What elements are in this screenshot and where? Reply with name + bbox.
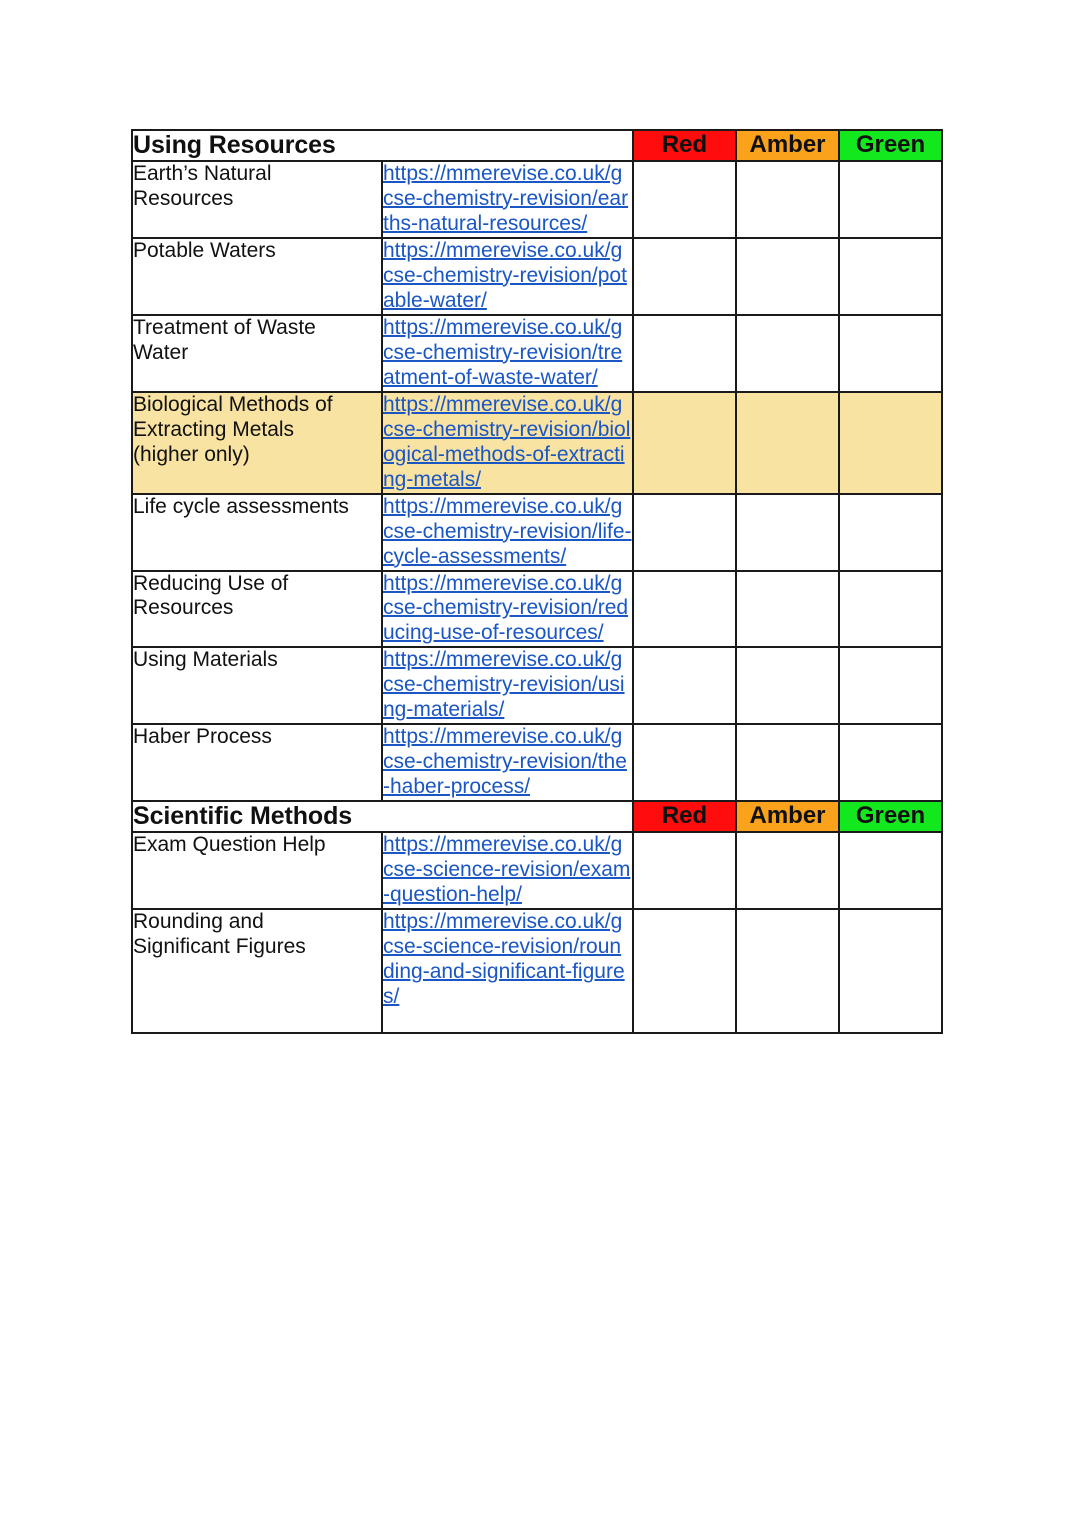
topic-line: Significant Figures bbox=[133, 935, 306, 959]
resource-link[interactable]: https://mmerevise.co.uk/gcse-chemistry-revision/biological-methods-of-extracting-metals/ bbox=[383, 392, 631, 491]
section-header-row bbox=[132, 801, 942, 832]
link-cell bbox=[382, 315, 633, 392]
topic-cell bbox=[132, 161, 382, 238]
topic-line: Biological Methods of bbox=[133, 392, 333, 416]
rag-cell-red[interactable] bbox=[633, 832, 736, 909]
rag-checklist-table bbox=[131, 129, 943, 1034]
table-row bbox=[132, 161, 942, 238]
table-row bbox=[132, 724, 942, 801]
rag-cell-red[interactable] bbox=[633, 494, 736, 571]
rag-cell-red[interactable] bbox=[633, 647, 736, 724]
rag-header-red: Red bbox=[633, 130, 736, 161]
topic-line: Extracting Metals bbox=[133, 417, 295, 441]
rag-cell-green[interactable] bbox=[839, 392, 942, 494]
resource-link[interactable]: https://mmerevise.co.uk/gcse-science-revision/rounding-and-significant-figures/ bbox=[383, 910, 625, 1009]
table-row bbox=[132, 494, 942, 571]
link-cell bbox=[382, 724, 633, 801]
topic-line: Resources bbox=[133, 186, 234, 210]
topic-line: Reducing Use of bbox=[133, 571, 289, 595]
link-cell bbox=[382, 392, 633, 494]
rag-cell-amber[interactable] bbox=[736, 315, 839, 392]
topic-line: Rounding and bbox=[133, 910, 264, 934]
rag-cell-red[interactable] bbox=[633, 909, 736, 1033]
topic-cell bbox=[132, 724, 382, 801]
rag-cell-amber[interactable] bbox=[736, 161, 839, 238]
rag-cell-red[interactable] bbox=[633, 238, 736, 315]
link-cell bbox=[382, 238, 633, 315]
topic-cell bbox=[132, 832, 382, 909]
link-cell bbox=[382, 571, 633, 648]
rag-header-amber: Amber bbox=[736, 801, 839, 832]
rag-cell-green[interactable] bbox=[839, 161, 942, 238]
rag-cell-red[interactable] bbox=[633, 161, 736, 238]
table-row bbox=[132, 909, 942, 1033]
resource-link[interactable]: https://mmerevise.co.uk/gcse-chemistry-revision/reducing-use-of-resources/ bbox=[383, 571, 629, 645]
topic-line: Potable Waters bbox=[133, 238, 276, 262]
link-cell bbox=[382, 909, 633, 1033]
topic-cell bbox=[132, 909, 382, 1033]
link-cell bbox=[382, 647, 633, 724]
table-body bbox=[132, 130, 942, 1033]
resource-link[interactable]: https://mmerevise.co.uk/gcse-chemistry-revision/life-cycle-assessments/ bbox=[383, 494, 632, 568]
topic-cell bbox=[132, 238, 382, 315]
resource-link[interactable]: https://mmerevise.co.uk/gcse-science-revision/exam-question-help/ bbox=[383, 833, 631, 907]
rag-cell-green[interactable] bbox=[839, 494, 942, 571]
rag-cell-amber[interactable] bbox=[736, 392, 839, 494]
resource-link[interactable]: https://mmerevise.co.uk/gcse-chemistry-revision/using-materials/ bbox=[383, 648, 625, 722]
rag-cell-green[interactable] bbox=[839, 909, 942, 1033]
rag-cell-amber[interactable] bbox=[736, 724, 839, 801]
link-cell bbox=[382, 161, 633, 238]
rag-cell-red[interactable] bbox=[633, 315, 736, 392]
rag-cell-amber[interactable] bbox=[736, 909, 839, 1033]
topic-line: Exam Question Help bbox=[133, 833, 326, 857]
topic-line: Life cycle assessments bbox=[133, 494, 349, 518]
topic-cell bbox=[132, 494, 382, 571]
link-cell bbox=[382, 832, 633, 909]
resource-link[interactable]: https://mmerevise.co.uk/gcse-chemistry-revision/treatment-of-waste-water/ bbox=[383, 315, 623, 389]
rag-cell-green[interactable] bbox=[839, 647, 942, 724]
topic-line: Using Materials bbox=[133, 648, 278, 672]
topic-line: Haber Process bbox=[133, 725, 272, 749]
table-row bbox=[132, 238, 942, 315]
rag-header-red: Red bbox=[633, 801, 736, 832]
rag-header-green: Green bbox=[839, 801, 942, 832]
link-cell bbox=[382, 494, 633, 571]
topic-line: Treatment of Waste bbox=[133, 315, 316, 339]
rag-cell-green[interactable] bbox=[839, 315, 942, 392]
table-row bbox=[132, 832, 942, 909]
rag-cell-red[interactable] bbox=[633, 724, 736, 801]
table-row bbox=[132, 315, 942, 392]
topic-line: Resources bbox=[133, 596, 234, 620]
resource-link[interactable]: https://mmerevise.co.uk/gcse-chemistry-revision/potable-water/ bbox=[383, 238, 627, 312]
rag-header-amber: Amber bbox=[736, 130, 839, 161]
section-title: Using Resources bbox=[132, 130, 633, 161]
rag-cell-amber[interactable] bbox=[736, 494, 839, 571]
rag-cell-amber[interactable] bbox=[736, 571, 839, 648]
topic-line: (higher only) bbox=[133, 442, 250, 466]
topic-cell bbox=[132, 315, 382, 392]
topic-cell bbox=[132, 392, 382, 494]
rag-cell-green[interactable] bbox=[839, 238, 942, 315]
section-header-row bbox=[132, 130, 942, 161]
table-row bbox=[132, 571, 942, 648]
rag-cell-green[interactable] bbox=[839, 832, 942, 909]
resource-link[interactable]: https://mmerevise.co.uk/gcse-chemistry-revision/the-haber-process/ bbox=[383, 725, 627, 799]
rag-checklist-table-wrapper bbox=[131, 129, 941, 1034]
topic-cell bbox=[132, 647, 382, 724]
rag-cell-amber[interactable] bbox=[736, 647, 839, 724]
table-row bbox=[132, 392, 942, 494]
section-title: Scientific Methods bbox=[132, 801, 633, 832]
resource-link[interactable]: https://mmerevise.co.uk/gcse-chemistry-revision/earths-natural-resources/ bbox=[383, 161, 629, 235]
rag-cell-green[interactable] bbox=[839, 571, 942, 648]
rag-header-green: Green bbox=[839, 130, 942, 161]
rag-cell-red[interactable] bbox=[633, 392, 736, 494]
topic-cell bbox=[132, 571, 382, 648]
rag-cell-amber[interactable] bbox=[736, 238, 839, 315]
table-row bbox=[132, 647, 942, 724]
rag-cell-green[interactable] bbox=[839, 724, 942, 801]
topic-line: Earth’s Natural bbox=[133, 161, 272, 185]
rag-cell-red[interactable] bbox=[633, 571, 736, 648]
rag-cell-amber[interactable] bbox=[736, 832, 839, 909]
topic-line: Water bbox=[133, 340, 189, 364]
